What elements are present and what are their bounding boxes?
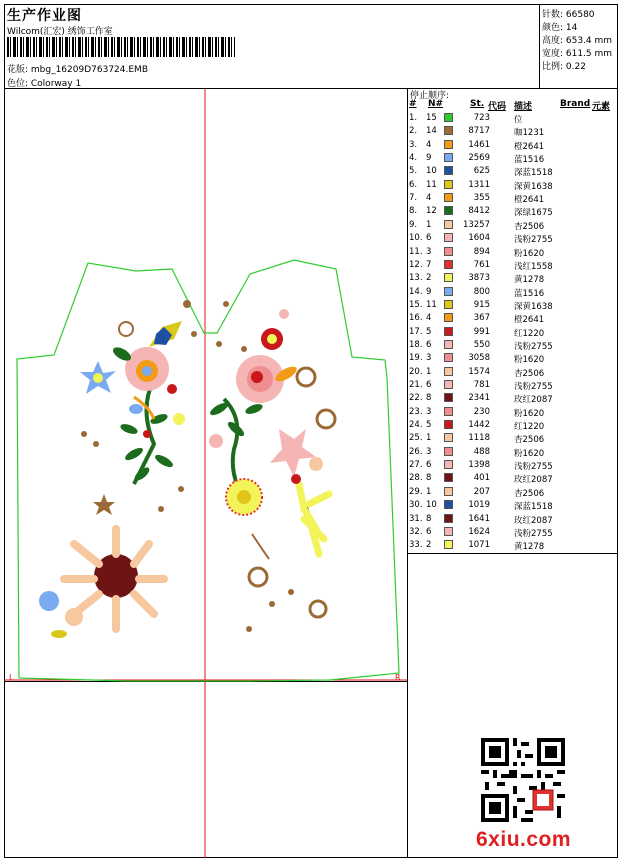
stop-sequence-panel	[408, 88, 618, 553]
row-index: 12.	[409, 259, 423, 270]
needle-number: 3	[426, 406, 432, 417]
row-index: 23.	[409, 406, 423, 417]
thread-description: 玫红2087	[514, 515, 553, 526]
stitch-count: 1641	[468, 513, 490, 524]
left-floral-motif	[39, 300, 197, 638]
thread-description: 浅粉2755	[514, 235, 553, 246]
thread-description: 橙2641	[514, 315, 545, 326]
stop-sequence-row	[408, 272, 618, 285]
needle-number: 5	[426, 420, 432, 431]
stitch-count: 401	[473, 473, 490, 484]
row-index: 10.	[409, 233, 423, 244]
row-index: 21.	[409, 380, 423, 390]
stop-sequence-row	[408, 352, 618, 365]
stop-sequence-row	[408, 513, 618, 526]
stitch-count: 3058	[468, 353, 490, 364]
color-swatch	[444, 500, 453, 509]
needle-number: 4	[426, 313, 432, 324]
right-floral-motif	[208, 301, 335, 632]
stop-sequence-row	[408, 339, 618, 352]
thread-description: 浅粉2755	[514, 462, 553, 473]
thread-description: 黄1278	[514, 275, 545, 286]
list-bottom-divider	[407, 553, 618, 554]
stitch-count: 8717	[468, 126, 490, 137]
stop-sequence-row	[408, 152, 618, 165]
row-index: 31.	[409, 513, 423, 524]
color-swatch	[444, 220, 453, 229]
stop-sequence-row	[408, 112, 618, 125]
thread-description: 深蓝1518	[514, 502, 553, 513]
thread-description: 浅红1558	[514, 261, 553, 272]
stop-sequence-row	[408, 366, 618, 379]
color-count: 颜色: 14	[542, 23, 578, 33]
color-swatch	[444, 153, 453, 162]
stop-sequence-row	[408, 539, 618, 552]
stop-sequence-row	[408, 179, 618, 192]
needle-number: 9	[426, 286, 432, 297]
needle-number: 6	[426, 380, 432, 390]
color-swatch	[444, 300, 453, 309]
row-index: 28.	[409, 473, 423, 484]
color-swatch	[444, 380, 453, 389]
stop-sequence-row	[408, 205, 618, 218]
thread-description: 深黄1638	[514, 181, 553, 192]
design-filename: 花版: mbg_16209D763724.EMB	[7, 65, 148, 75]
color-swatch	[444, 206, 453, 215]
needle-number: 1	[426, 433, 432, 444]
stop-sequence-row	[408, 486, 618, 499]
needle-number: 6	[426, 339, 432, 350]
needle-number: 3	[426, 446, 432, 457]
needle-number: 4	[426, 139, 432, 150]
stop-sequence-row	[408, 432, 618, 445]
color-swatch	[444, 447, 453, 456]
stop-sequence-title: 停止顺序:	[410, 91, 450, 101]
stitch-count: 625	[473, 166, 490, 177]
row-index: 1.	[409, 113, 418, 123]
thread-description: 蓝1516	[514, 288, 545, 299]
color-swatch	[444, 460, 453, 469]
thread-description: 杏2506	[514, 488, 545, 499]
color-swatch	[444, 393, 453, 402]
stitch-count: 355	[473, 193, 490, 204]
stitch-count: 800	[473, 286, 490, 297]
thread-description: 杏2506	[514, 368, 545, 379]
thread-description: 粉1620	[514, 248, 545, 259]
thread-description: 玫红2087	[514, 395, 553, 406]
colorway-label: 色位: Colorway 1	[7, 79, 82, 89]
needle-number: 8	[426, 393, 432, 404]
needle-number: 1	[426, 366, 432, 377]
stitch-count: 1604	[468, 233, 490, 244]
design-canvas	[4, 89, 407, 858]
stitch-count: 230	[473, 406, 490, 417]
stitch-count: 1071	[468, 540, 490, 551]
stitch-count: 13257	[462, 219, 490, 230]
thread-description: 浅粉2755	[514, 382, 553, 392]
stop-sequence-row	[408, 259, 618, 272]
qr-code	[481, 738, 565, 822]
thread-description: 深蓝1518	[514, 168, 553, 179]
stop-sequence-row	[408, 286, 618, 299]
needle-number: 6	[426, 233, 432, 244]
stop-sequence-row	[408, 219, 618, 232]
color-swatch	[444, 367, 453, 376]
stitch-count: 针数: 66580	[542, 10, 595, 20]
thread-description: 蓝1516	[514, 155, 545, 166]
col-element: 元素	[592, 102, 611, 112]
row-index: 33.	[409, 540, 423, 551]
stitch-count: 781	[473, 380, 490, 390]
thread-description: 浅粉2755	[514, 528, 553, 539]
stitch-count: 915	[473, 299, 490, 310]
color-swatch	[444, 433, 453, 442]
stitch-count: 367	[473, 313, 490, 324]
stitch-count: 894	[473, 246, 490, 257]
thread-description: 橙2641	[514, 195, 545, 206]
thread-description: 黄1278	[514, 542, 545, 553]
color-swatch	[444, 260, 453, 269]
thread-description: 咖1231	[514, 128, 545, 139]
thread-description: 粉1620	[514, 355, 545, 366]
color-swatch	[444, 113, 453, 122]
row-index: 9.	[409, 219, 418, 230]
stop-sequence-row	[408, 379, 618, 392]
needle-number: 2	[426, 273, 432, 284]
stitch-count: 2341	[468, 393, 490, 404]
needle-number: 2	[426, 540, 432, 551]
color-swatch	[444, 527, 453, 536]
needle-number: 8	[426, 513, 432, 524]
row-index: 5.	[409, 166, 418, 177]
row-index: 32.	[409, 526, 423, 537]
stitch-count: 3873	[468, 273, 490, 284]
col-index: #	[409, 99, 417, 109]
row-index: 19.	[409, 353, 423, 364]
stitch-count: 8412	[468, 206, 490, 217]
design-scale: 比例: 0.22	[542, 62, 586, 72]
thread-description: 杏2506	[514, 435, 545, 446]
thread-description: 杏2506	[514, 221, 545, 232]
row-index: 13.	[409, 273, 423, 284]
row-index: 24.	[409, 420, 423, 431]
color-swatch	[444, 287, 453, 296]
color-swatch	[444, 340, 453, 349]
col-description: 描述	[514, 102, 533, 112]
stitch-count: 1118	[468, 433, 490, 444]
col-number: N#	[428, 99, 444, 109]
needle-number: 3	[426, 353, 432, 364]
design-height: 高度: 653.4 mm	[542, 36, 613, 46]
stop-sequence-row	[408, 392, 618, 405]
row-index: 30.	[409, 500, 423, 511]
stitch-count: 2569	[468, 153, 490, 164]
corner-mark-right: R	[395, 673, 401, 682]
thread-description: 深绿1675	[514, 208, 553, 219]
row-index: 26.	[409, 446, 423, 457]
thread-description: 粉1620	[514, 448, 545, 459]
color-swatch	[444, 166, 453, 175]
row-index: 27.	[409, 460, 423, 471]
needle-number: 6	[426, 460, 432, 471]
col-brand: Brand	[560, 99, 591, 109]
needle-number: 11	[426, 179, 437, 190]
thread-description: 橙2641	[514, 141, 545, 152]
color-swatch	[444, 247, 453, 256]
needle-number: 7	[426, 259, 432, 270]
row-index: 16.	[409, 313, 423, 324]
row-index: 15.	[409, 299, 423, 310]
needle-number: 15	[426, 113, 437, 123]
row-index: 8.	[409, 206, 418, 217]
needle-number: 14	[426, 126, 437, 137]
stop-sequence-row	[408, 472, 618, 485]
stitch-count: 1461	[468, 139, 490, 150]
row-index: 2.	[409, 126, 418, 137]
stitch-count: 1574	[468, 366, 490, 377]
row-index: 25.	[409, 433, 423, 444]
color-swatch	[444, 407, 453, 416]
thread-description: 位	[514, 115, 523, 125]
needle-number: 9	[426, 153, 432, 164]
color-swatch	[444, 540, 453, 549]
thread-description: 玫红2087	[514, 475, 553, 486]
stitch-count: 207	[473, 486, 490, 497]
stitch-count: 550	[473, 339, 490, 350]
stitch-count: 1019	[468, 500, 490, 511]
row-index: 29.	[409, 486, 423, 497]
page-title: 生产作业图	[7, 8, 82, 24]
company-name: Wilcom(汇宏) 绣饰工作室	[7, 27, 113, 37]
row-index: 20.	[409, 366, 423, 377]
thread-description: 红1220	[514, 328, 545, 339]
needle-number: 6	[426, 526, 432, 537]
color-swatch	[444, 180, 453, 189]
color-swatch	[444, 193, 453, 202]
stitch-count: 1311	[468, 179, 490, 190]
needle-number: 10	[426, 166, 437, 177]
col-code: 代码	[488, 102, 507, 112]
row-index: 22.	[409, 393, 423, 404]
needle-number: 3	[426, 246, 432, 257]
row-index: 14.	[409, 286, 423, 297]
color-swatch	[444, 420, 453, 429]
row-index: 11.	[409, 246, 423, 257]
needle-number: 12	[426, 206, 437, 217]
needle-number: 1	[426, 486, 432, 497]
stitch-count: 488	[473, 446, 490, 457]
color-swatch	[444, 126, 453, 135]
row-index: 6.	[409, 179, 418, 190]
stop-sequence-row	[408, 446, 618, 459]
needle-number: 1	[426, 219, 432, 230]
stop-sequence-row	[408, 125, 618, 138]
thread-description: 深黄1638	[514, 301, 553, 312]
row-index: 3.	[409, 139, 418, 150]
row-index: 4.	[409, 153, 418, 164]
watermark-text: 6xiu.com	[476, 828, 572, 851]
stitch-count: 1398	[468, 460, 490, 471]
color-swatch	[444, 233, 453, 242]
stitch-count: 723	[473, 113, 490, 123]
design-width: 宽度: 611.5 mm	[542, 49, 613, 59]
color-swatch	[444, 353, 453, 362]
color-swatch	[444, 273, 453, 282]
stats-panel	[539, 4, 618, 88]
stop-sequence-row	[408, 312, 618, 325]
stop-sequence-row	[408, 459, 618, 472]
color-swatch	[444, 473, 453, 482]
stop-sequence-row	[408, 139, 618, 152]
row-index: 17.	[409, 326, 423, 337]
needle-number: 8	[426, 473, 432, 484]
stop-sequence-row	[408, 406, 618, 419]
needle-number: 10	[426, 500, 437, 511]
stitch-count: 991	[473, 326, 490, 337]
needle-number: 5	[426, 326, 432, 337]
stop-sequence-row	[408, 246, 618, 259]
row-index: 18.	[409, 339, 423, 350]
stop-sequence-row	[408, 499, 618, 512]
stop-sequence-row	[408, 232, 618, 245]
color-swatch	[444, 514, 453, 523]
stitch-count: 761	[473, 259, 490, 270]
color-swatch	[444, 487, 453, 496]
thread-description: 红1220	[514, 422, 545, 433]
barcode	[7, 37, 235, 57]
row-index: 7.	[409, 193, 418, 204]
corner-mark-left: L	[9, 673, 14, 682]
stop-sequence-row	[408, 192, 618, 205]
needle-number: 4	[426, 193, 432, 204]
stop-sequence-row	[408, 326, 618, 339]
thread-description: 浅粉2755	[514, 341, 553, 352]
stop-sequence-row	[408, 526, 618, 539]
color-swatch	[444, 327, 453, 336]
stitch-count: 1624	[468, 526, 490, 537]
col-stitches: St.	[470, 99, 485, 109]
color-swatch	[444, 313, 453, 322]
thread-description: 粉1620	[514, 408, 545, 419]
stop-sequence-row	[408, 299, 618, 312]
stop-sequence-row	[408, 165, 618, 178]
stitch-count: 1442	[468, 420, 490, 431]
stop-sequence-row	[408, 419, 618, 432]
color-swatch	[444, 140, 453, 149]
needle-number: 11	[426, 299, 437, 310]
